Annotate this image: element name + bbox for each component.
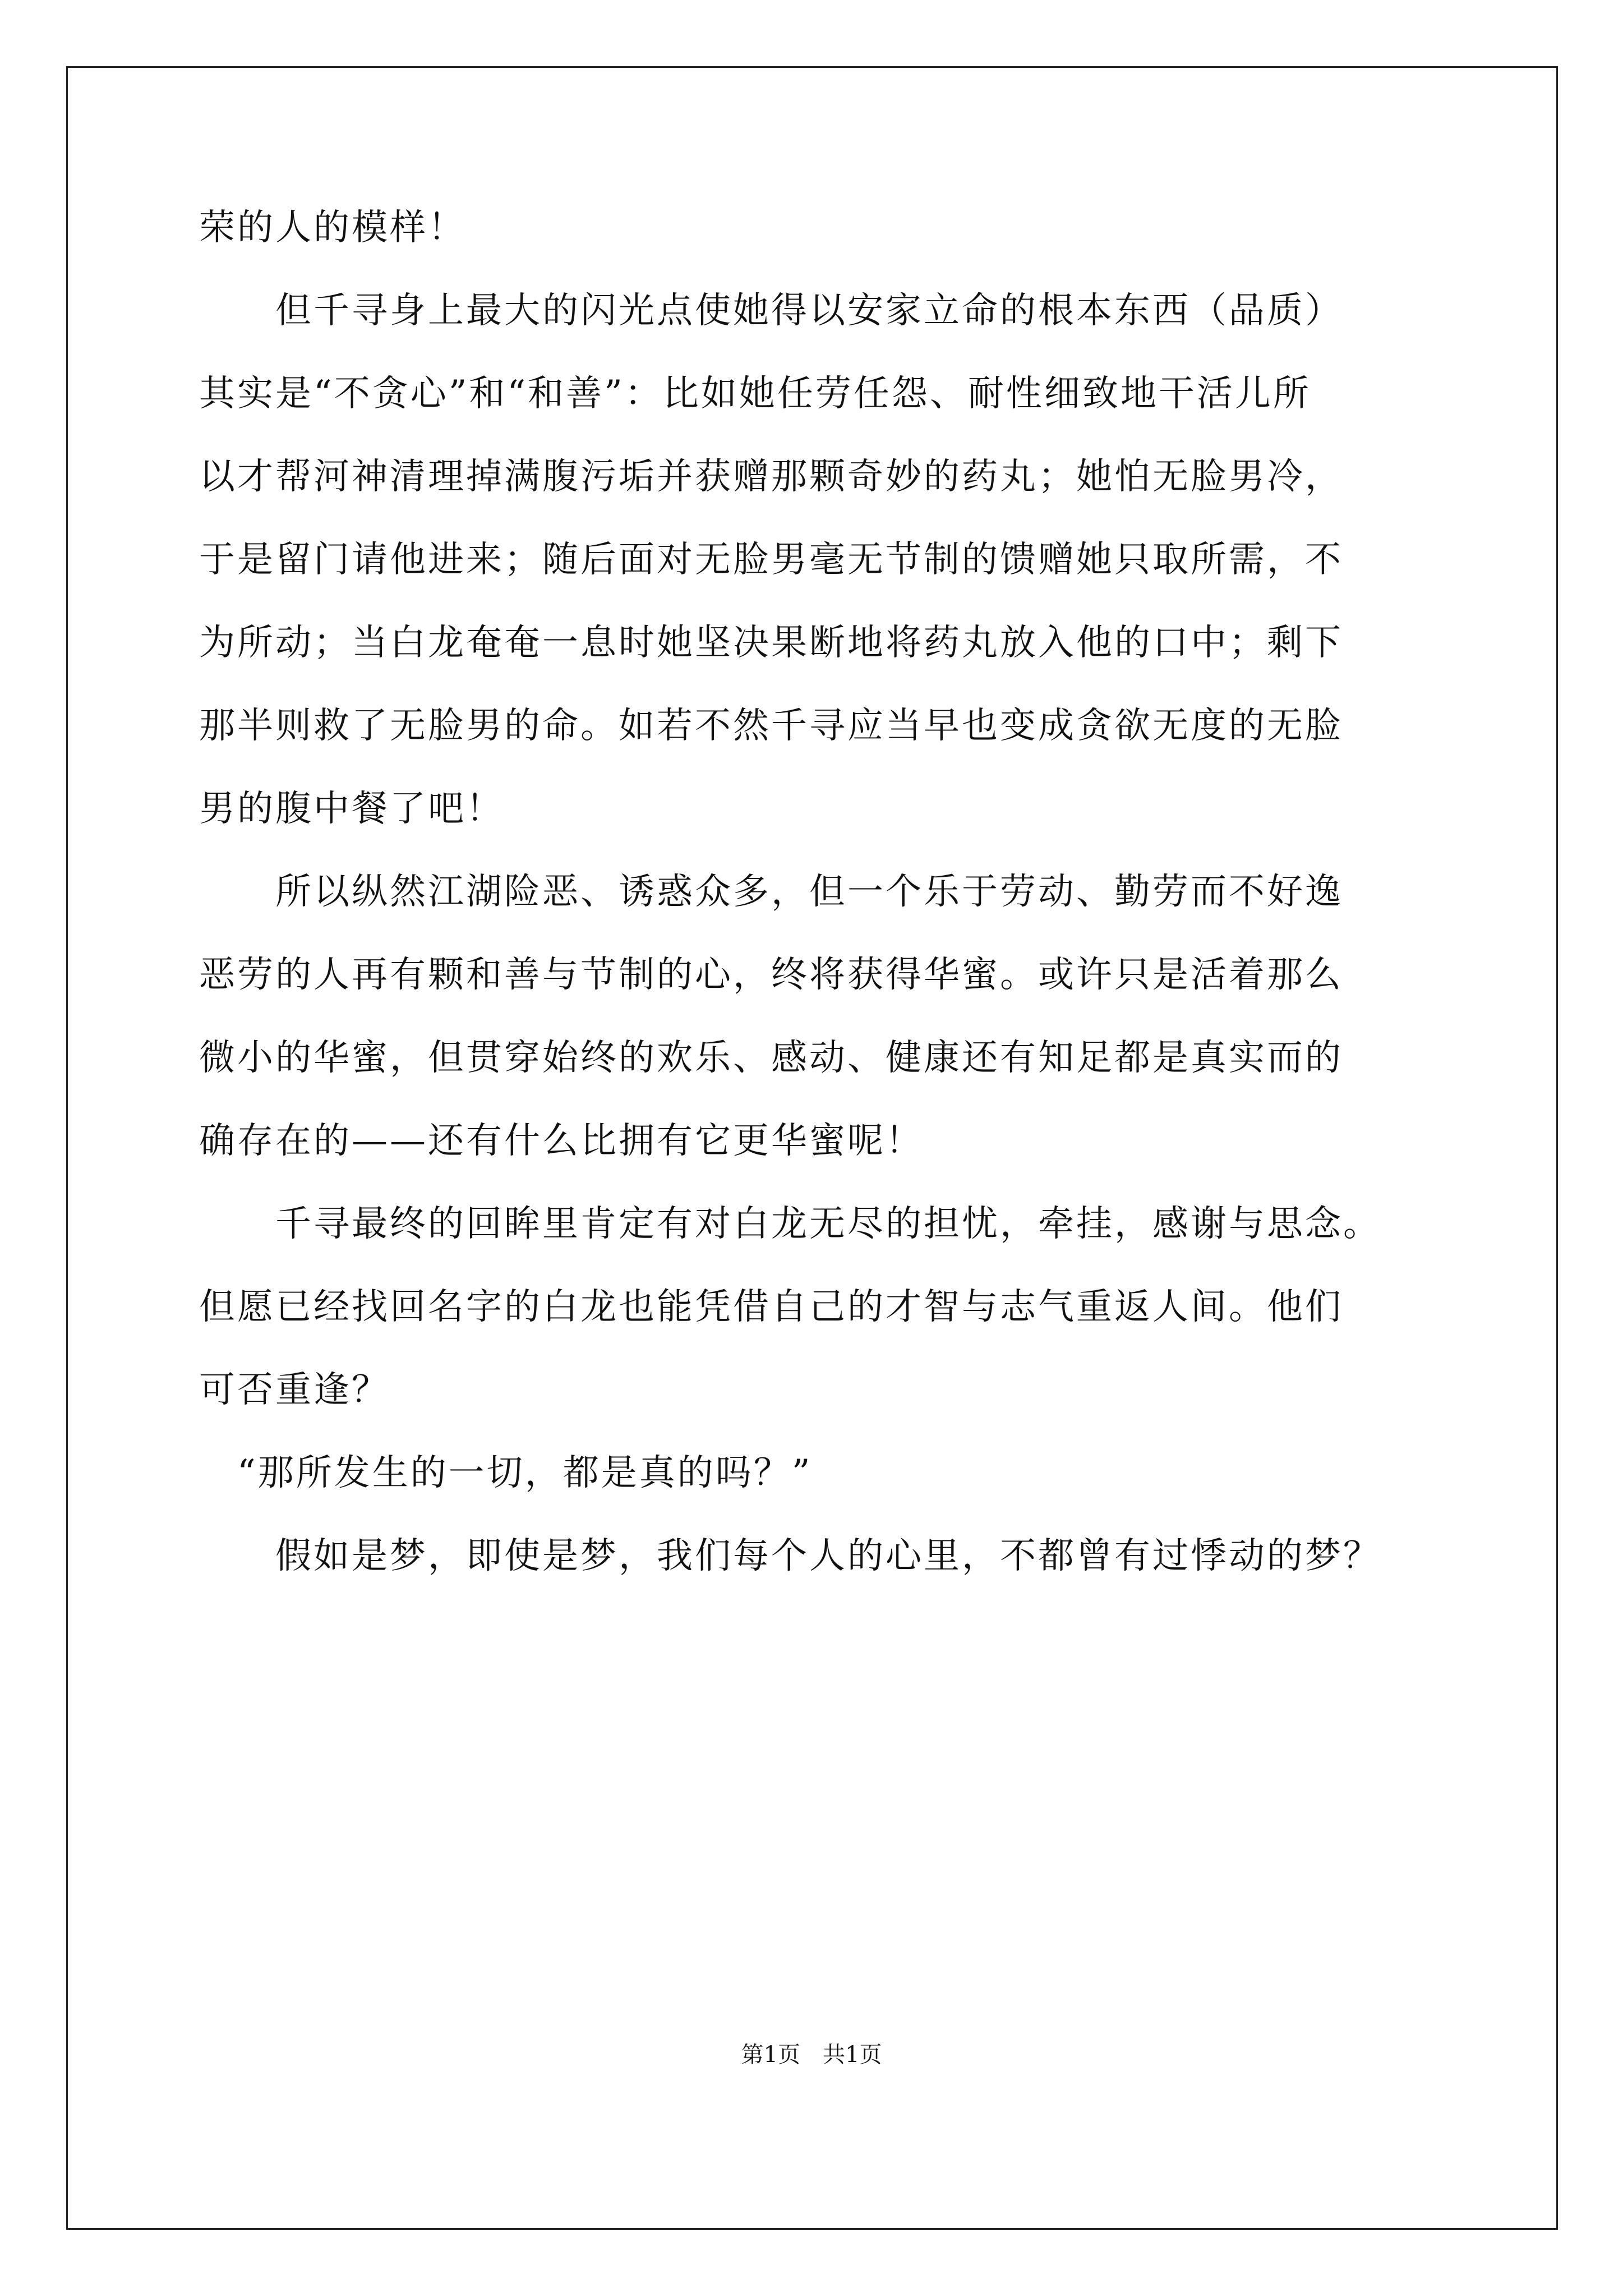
text-line: 恶劳的人再有颗和善与节制的心，终将获得华蜜。或许只是活着那么	[199, 954, 1343, 996]
page-number-footer: 第1页 共1页	[741, 2042, 882, 2068]
text-line: 可否重逢？	[199, 1369, 390, 1411]
text-line: 千寻最终的回眸里肯定有对白龙无尽的担忧，牵挂，感谢与思念。	[199, 1203, 1381, 1245]
text-line: “那所发生的一切，都是真的吗？”	[199, 1452, 813, 1494]
text-line: 为所动；当白龙奄奄一息时她坚决果断地将药丸放入他的口中；剩下	[199, 622, 1343, 664]
text-line: 以才帮河神清理掉满腹污垢并获赠那颗奇妙的药丸；她怕无脸男冷，	[199, 456, 1343, 498]
text-line: 荣的人的模样！	[199, 207, 466, 249]
text-line: 假如是梦，即使是梦，我们每个人的心里，不都曾有过悸动的梦？	[199, 1535, 1381, 1577]
text-line: 那半则救了无脸男的命。如若不然千寻应当早也变成贪欲无度的无脸	[199, 705, 1343, 747]
text-line: 但愿已经找回名字的白龙也能凭借自己的才智与志气重返人间。他们	[199, 1286, 1343, 1328]
text-line: 但千寻身上最大的闪光点使她得以安家立命的根本东西（品质）	[199, 290, 1343, 332]
text-line: 其实是“不贪心”和“和善”：比如她任劳任怨、耐性细致地干活儿所	[199, 373, 1311, 415]
text-line: 微小的华蜜，但贯穿始终的欢乐、感动、健康还有知足都是真实而的	[199, 1037, 1343, 1079]
text-line: 男的腹中餐了吧！	[199, 788, 504, 830]
text-line: 所以纵然江湖险恶、诱惑众多，但一个乐于劳动、勤劳而不好逸	[199, 871, 1343, 913]
text-line: 于是留门请他进来；随后面对无脸男毫无节制的馈赠她只取所需，不	[199, 539, 1343, 581]
text-line: 确存在的——还有什么比拥有它更华蜜呢！	[199, 1120, 924, 1162]
